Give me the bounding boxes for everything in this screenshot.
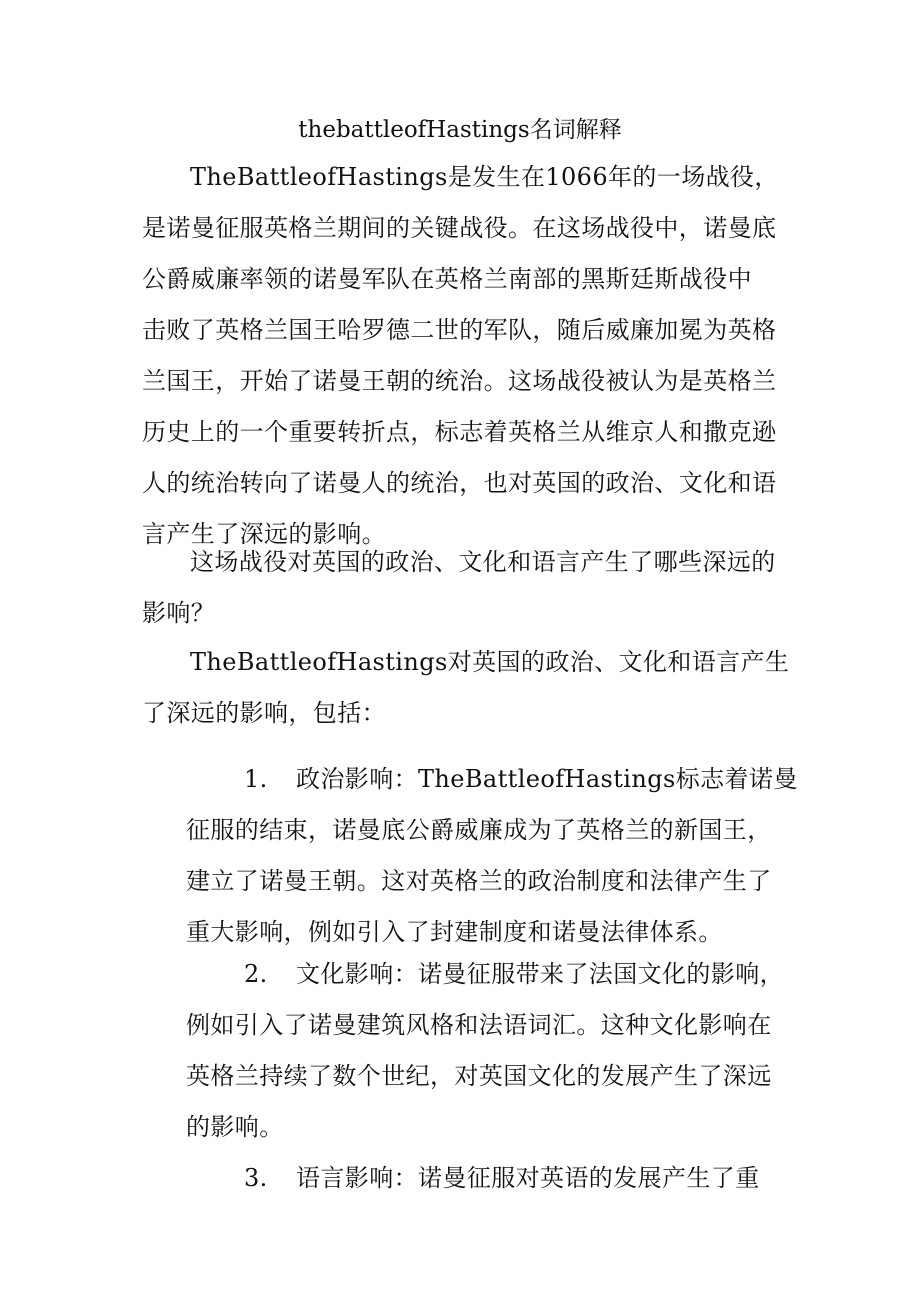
list-item xyxy=(186,1153,760,1204)
list-item-first-line xyxy=(186,1153,760,1204)
list-item-text: 语言影响：诺曼征服对英语的发展产生了重 xyxy=(296,1164,760,1192)
intro-paragraph xyxy=(142,152,779,560)
list-item-number: 2. xyxy=(244,960,268,988)
list-item-first-line xyxy=(186,754,798,805)
list-item-line: 英格兰持续了数个世纪，对英国文化的发展产生了深远 xyxy=(186,1062,772,1090)
list-item xyxy=(186,754,798,958)
list-item xyxy=(186,949,784,1153)
paragraph-line: TheBattleofHastings对英国的政治、文化和语言产生 xyxy=(190,648,790,676)
paragraph-line: 人的统治转向了诺曼人的统治，也对英国的政治、文化和语 xyxy=(142,469,777,497)
list-item-line: 重大影响，例如引入了封建制度和诺曼法律体系。 xyxy=(186,918,723,946)
list-item-number: 1. xyxy=(244,765,268,793)
document-title: thebattleofHastings名词解释 xyxy=(298,117,622,143)
paragraph-line: 影响？ xyxy=(142,599,216,627)
paragraph-line: 历史上的一个重要转折点，标志着英格兰从维京人和撒克逊 xyxy=(142,418,777,446)
list-item-line: 的影响。 xyxy=(186,1113,284,1141)
list-item-line: 例如引入了诺曼建筑风格和法语词汇。这种文化影响在 xyxy=(186,1011,772,1039)
question-paragraph xyxy=(142,537,776,639)
paragraph-line: 言产生了深远的影响。 xyxy=(142,520,386,548)
paragraph-line: 击败了英格兰国王哈罗德二世的军队，随后威廉加冕为英格 xyxy=(142,316,777,344)
paragraph-line: 公爵威廉率领的诺曼军队在英格兰南部的黑斯廷斯战役中 xyxy=(142,265,752,293)
paragraph-line: 了深远的影响，包括： xyxy=(142,699,386,727)
list-item-first-line xyxy=(186,949,784,1000)
answer-intro-paragraph xyxy=(142,637,789,739)
paragraph-line: 是诺曼征服英格兰期间的关键战役。在这场战役中，诺曼底 xyxy=(142,214,777,242)
list-item-line: 征服的结束，诺曼底公爵威廉成为了英格兰的新国王， xyxy=(186,816,772,844)
paragraph-line: TheBattleofHastings是发生在1066年的一场战役， xyxy=(190,163,779,191)
list-item-line: 建立了诺曼王朝。这对英格兰的政治制度和法律产生了 xyxy=(186,867,772,895)
paragraph-line: 这场战役对英国的政治、文化和语言产生了哪些深远的 xyxy=(190,548,776,576)
paragraph-line: 兰国王，开始了诺曼王朝的统治。这场战役被认为是英格兰 xyxy=(142,367,777,395)
list-item-text: 政治影响：TheBattleofHastings标志着诺曼 xyxy=(296,765,798,793)
list-item-text: 文化影响：诺曼征服带来了法国文化的影响， xyxy=(296,960,784,988)
list-item-number: 3. xyxy=(244,1164,268,1192)
